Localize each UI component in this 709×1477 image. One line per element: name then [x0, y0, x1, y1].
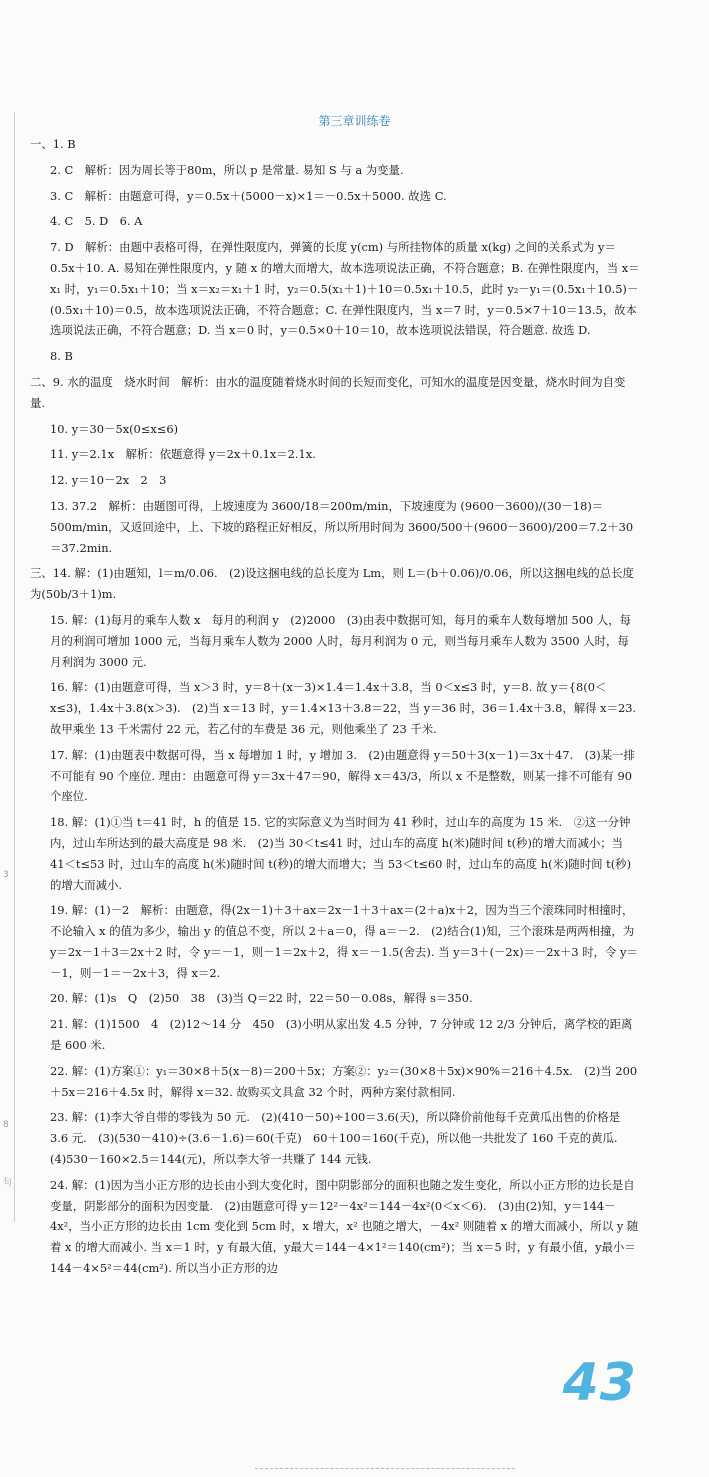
- answer-item: 17. 解：(1)由题表中数据可得，当 x 每增加 1 时，y 增加 3. (2)由题意得 y＝50＋3(x－1)＝3x＋47. (3)某一排不可能有 90 个座位. 理由：由题意可得 y＝3x＋47＝90，解得 x＝43/3，所以 x 不是整数，则某一排不可能有 90 个座位.: [50, 747, 635, 804]
- answer-item: 12. y＝10－2x 2 3: [50, 473, 167, 488]
- answer-item: 4. C 5. D 6. A: [50, 214, 143, 229]
- answer-item: 11. y＝2.1x 解析：依题意得 y＝2x＋0.1x＝2.1x.: [50, 447, 316, 462]
- bottom-divider: [255, 1468, 515, 1472]
- answer-item: 一、1. B: [30, 137, 76, 151]
- answer-item: 三、14. 解：(1)由题知，l＝m/0.06. (2)设这捆电线的总长度为 Lm，则 L＝(b＋0.06)/0.06，所以这捆电线的总长度为(50b/3＋1)m.: [30, 566, 634, 602]
- answer-item: 2. C 解析：因为周长等于80m，所以 p 是常量. 易知 S 与 a 为变量.: [50, 162, 404, 177]
- answer-item: 22. 解：(1)方案①：y₁＝30×8＋5(x－8)＝200＋5x；方案②：y₂＝(30×8＋5x)×90%＝216＋4.5x. (2)当 200＋5x＝216＋4.5x 时，解得 x＝32. 故购买文具盒 32 个时，两种方案付款相同.: [50, 1063, 638, 1099]
- answer-item: 21. 解：(1)1500 4 (2)12～14 分 450 (3)小明从家出发 4.5 分钟，7 分钟或 12 2/3 分钟后，离学校的距离是 600 米.: [50, 1017, 633, 1053]
- answer-item: 10. y＝30－5x(0≤x≤6): [50, 421, 179, 436]
- answer-item: 7. D 解析：由题中表格可得，在弹性限度内，弹簧的长度 y(cm) 与所挂物体的质量 x(kg) 之间的关系式为 y＝0.5x＋10. A. 易知在弹性限度内，y 随 x 的增大而增大，故本选项说法正确，不符合题意；B. 在弹性限度内，当 x＝x₁ 时，y₁＝0.5x₁＋10；当 x＝x₂＝x₁＋1 时，y₂＝0.5(x₁＋1)＋10＝0.5x₁＋10.5，此时 y₂－y₁＝(0.5x₁＋10.5)－(0.5x₁＋10)＝0.5，故本选项说法正确，不符合题意；C. 在弹性限度内，当 x＝7 时，y＝0.5×7＋10＝13.5，故本选项说法正确，不符合题意；D. 当 x＝0 时，y＝0.5×0＋10＝10，故本选项说法错误，符合题意. 故选 D.: [50, 240, 640, 338]
- answer-content: [30, 134, 640, 1284]
- answer-item: 8. B: [50, 349, 73, 364]
- answer-item: 3. C 解析：由题意可得，y＝0.5x＋(5000－x)×1＝－0.5x＋5000. 故选 C.: [50, 188, 447, 203]
- margin-mark: 句: [3, 1178, 13, 1188]
- answer-item: 23. 解：(1)李大爷自带的零钱为 50 元. (2)(410－50)÷100＝3.6(天)，所以降价前他每千克黄瓜出售的价格是 3.6 元. (3)(530－410)÷(3.6－1.6)＝60(千克) 60＋100＝160(千克)，所以他一共批发了 160 千克的黄瓜. (4)530－160×2.5＝144(元)，所以李大爷一共赚了 144 元钱.: [50, 1110, 629, 1167]
- answer-item: 13. 37.2 解析：由题图可得，上坡速度为 3600/18＝200m/min，下坡速度为 (9600－3600)/(30－18)＝500m/min，又返回途中，上、下坡的路程正好相反，所以所用时间为 3600/500＋(9600－3600)/200＝7.2＋30＝37.2min.: [50, 498, 634, 555]
- margin-mark: 3: [3, 870, 9, 880]
- answer-item: 18. 解：(1)①当 t＝41 时，h 的值是 15. 它的实际意义为当时间为 41 秒时，过山车的高度为 15 米. ②这一分钟内，过山车所达到的最大高度是 98 米. (2)当 30＜t≤41 时，过山车的高度 h(米)随时间 t(秒)的增大而减小；当 41＜t≤53 时，过山车的高度 h(米)随时间 t(秒)的增大而增大；当 53＜t≤60 时，过山车的高度 h(米)随时间 t(秒)的增大而减小.: [50, 815, 632, 892]
- left-margin-rule: [14, 112, 15, 1222]
- answer-item: 20. 解：(1)s Q (2)50 38 (3)当 Q＝22 时，22＝50－0.08s，解得 s＝350.: [50, 991, 473, 1006]
- answer-item: 二、9. 水的温度 烧水时间 解析：由水的温度随着烧水时间的长短而变化，可知水的温度是因变量，烧水时间为自变量.: [30, 374, 626, 410]
- answer-item: 15. 解：(1)每月的乘车人数 x 每月的利润 y (2)2000 (3)由表中数据可知，每月的乘车人数每增加 500 人，每月的利润可增加 1000 元，当每月乘车人数为 2000 人时，每月利润为 0 元，则当每月乘车人数为 3500 人时，每月利润为 3000 元.: [50, 612, 632, 669]
- answer-item: 24. 解：(1)因为当小正方形的边长由小到大变化时，图中阴影部分的面积也随之发生变化，所以小正方形的边长是自变量，阴影部分的面积为因变量. (2)由题意可得 y＝12²－4x²＝144－4x²(0＜x＜6). (3)由(2)知，y＝144－4x²，当小正方形的边长由 1cm 变化到 5cm 时，x 增大，x² 也随之增大，－4x² 则随着 x 的增大而减小，所以 y 随着 x 的增大而减小. 当 x＝1 时，y 有最大值，y最大＝144－4×1²＝140(cm²)；当 x＝5 时，y 有最小值，y最小＝144－4×5²＝44(cm²). 所以当小正方形的边: [50, 1177, 639, 1276]
- answer-item: 16. 解：(1)由题意可得，当 x＞3 时，y＝8＋(x－3)×1.4＝1.4x＋3.8，当 0＜x≤3 时，y＝8. 故 y＝{8(0＜x≤3)，1.4x＋3.8(x＞3). (2)当 x＝13 时，y＝1.4×13＋3.8＝22，当 y＝36 时，36＝1.4x＋3.8，解得 x＝23. 故甲乘坐 13 千米需付 22 元，若乙付的车费是 36 元，则他乘坐了 23 千米.: [50, 680, 637, 736]
- page-title: 第三章训练卷: [318, 114, 391, 128]
- answer-item: 19. 解：(1)－2 解析：由题意，得(2x－1)＋3＋ax＝2x－1＋3＋ax＝(2＋a)x＋2，因为当三个滚珠同时相撞时，不论输入 x 的值为多少，输出 y 的值总不变，所以 2＋a＝0，得 a＝－2. (2)结合(1)知，三个滚珠是两两相撞，为 y＝2x－1＋3＝2x＋2 时，令 y＝－1，则－1＝2x＋2，得 x＝－1.5(舍去). 当 y＝3＋(－2x)＝－2x＋3 时，令 y＝－1，则－1＝－2x＋3，得 x＝2.: [50, 903, 638, 980]
- margin-mark: 8: [3, 1120, 9, 1130]
- page-number: 43: [562, 1353, 637, 1413]
